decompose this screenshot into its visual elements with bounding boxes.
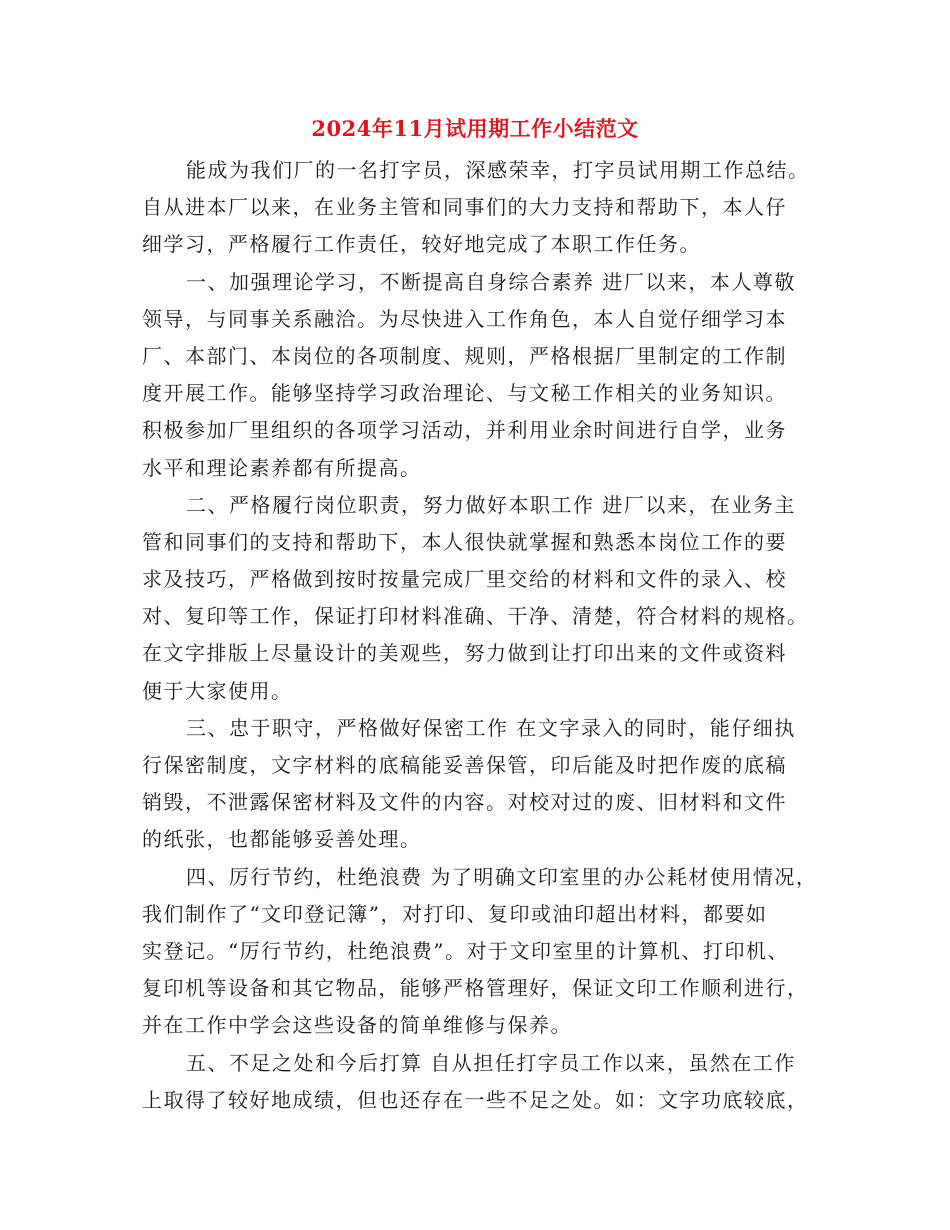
text-line: 二、严格履行岗位职责，努力做好本职工作 进厂以来，在业务主 [186,492,796,517]
text-line: 细学习，严格履行工作责任，较好地完成了本职工作任务。 [142,232,701,257]
text-line: 五、不足之处和今后打算 自从担任打字员工作以来，虽然在工作 [186,1050,796,1075]
text-line: 销毁，不泄露保密材料及文件的内容。对校对过的废、旧材料和文件 [142,790,787,815]
text-line: 行保密制度，文字材料的底稿能妥善保管，印后能及时把作废的底稿 [142,753,787,777]
text-line: 领导，与同事关系融洽。为尽快进入工作角色，本人自觉仔细学习本 [142,306,787,331]
text-line: 管和同事们的支持和帮助下，本人很快就掌握和熟悉本岗位工作的要 [142,529,787,554]
text-line: 积极参加厂里组织的各项学习活动，并利用业余时间进行自学，业务 [142,418,787,443]
text-line: 并在工作中学会这些设备的简单维修与保养。 [142,1013,572,1038]
text-line: 在文字排版上尽量设计的美观些，努力做到让打印出来的文件或资料 [142,641,787,666]
paragraph-section-3 [142,710,822,859]
paragraph-section-4 [142,859,822,1045]
text-line: 厂、本部门、本岗位的各项制度、规则，严格根据厂里制定的工作制 [142,343,787,368]
text-line: 能成为我们厂的一名打字员，深感荣幸，打字员试用期工作总结。 [186,158,810,182]
text-line: 一、加强理论学习，不断提高自身综合素养 进厂以来，本人尊敬 [186,269,796,294]
text-line: 四、厉行节约，杜绝浪费 为了明确文印室里的办公耗材使用情况， [186,864,818,889]
text-line: 实登记。“厉行节约，杜绝浪费”。对于文印室里的计算机、打印机、 [142,938,789,963]
paragraph-section-1 [142,264,822,487]
text-line: 便于大家使用。 [142,678,293,703]
paragraph-section-5 [142,1045,822,1119]
text-line: 三、忠于职守，严格做好保密工作 在文字录入的同时，能仔细执 [186,715,796,740]
document-body [142,152,822,1119]
text-line: 上取得了较好地成绩，但也还存在一些不足之处。如：文字功底较底， [142,1087,809,1112]
text-line: 自从进本厂以来，在业务主管和同事们的大力支持和帮助下，本人仔 [142,195,787,220]
text-line: 复印机等设备和其它物品，能够严格管理好，保证文印工作顺利进行， [142,976,809,1001]
text-line: 求及技巧，严格做到按时按量完成厂里交给的材料和文件的录入、校 [142,567,787,592]
text-line: 的纸张，也都能够妥善处理。 [142,827,422,852]
paragraph-section-2 [142,487,822,710]
text-line: 度开展工作。能够坚持学习政治理论、与文秘工作相关的业务知识。 [142,381,787,406]
text-line: 对、复印等工作，保证打印材料准确、干净、清楚，符合材料的规格。 [142,604,809,629]
text-line: 我们制作了“文印登记簿”，对打印、复印或油印超出材料，都要如 [142,901,768,926]
document-title: 2024年11月试用期工作小结范文 [311,116,639,141]
paragraph-intro [142,152,822,264]
text-line: 水平和理论素养都有所提高。 [142,455,422,480]
